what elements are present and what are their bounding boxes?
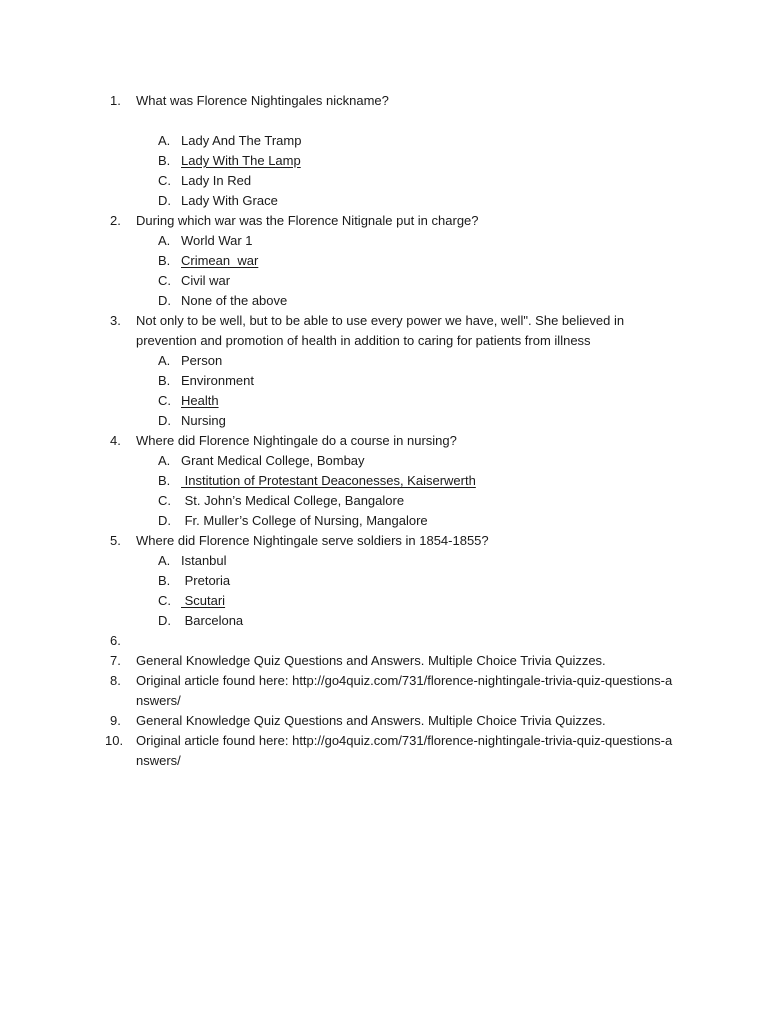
option-text: Grant Medical College, Bombay	[181, 453, 365, 468]
item-number: 10.	[105, 733, 124, 748]
option-text: Environment	[181, 373, 254, 388]
item-number: 8.	[110, 673, 121, 688]
option-letter: C.	[158, 393, 171, 408]
option-text: Nursing	[181, 413, 226, 428]
item-text: Original article found here: http://go4quiz.com/731/florence-nightingale-trivia-quiz-questions-answers/	[136, 673, 673, 708]
option-text: World War 1	[181, 233, 253, 248]
option-text: Person	[181, 353, 223, 368]
option-letter: D.	[158, 193, 171, 208]
question-text: Where did Florence Nightingale do a course in nursing?	[136, 433, 457, 448]
option-letter: C.	[158, 273, 171, 288]
option-text: None of the above	[181, 293, 288, 308]
question-number: 5.	[110, 533, 121, 548]
option-letter: B.	[158, 473, 171, 488]
option-text: St. John’s Medical College, Bangalore	[181, 493, 405, 508]
option-letter: D.	[158, 293, 171, 308]
option-letter: A.	[158, 353, 171, 368]
option-text: Pretoria	[181, 573, 231, 588]
question-number: 2.	[110, 213, 121, 228]
question-text: During which war was the Florence Nitignale put in charge?	[136, 213, 479, 228]
option-letter: A.	[158, 453, 171, 468]
option-text: Lady And The Tramp	[181, 133, 302, 148]
item-text: General Knowledge Quiz Questions and Answers. Multiple Choice Trivia Quizzes.	[136, 653, 606, 668]
question-number: 1.	[110, 93, 121, 108]
question-number: 3.	[110, 313, 121, 328]
question-number: 4.	[110, 433, 121, 448]
option-text-correct: Lady With The Lamp	[181, 153, 301, 168]
item-number: 7.	[110, 653, 121, 668]
option-letter: D.	[158, 613, 171, 628]
option-text: Lady With Grace	[181, 193, 278, 208]
option-text: Istanbul	[181, 553, 227, 568]
option-letter: A.	[158, 133, 171, 148]
option-text-correct: Scutari	[181, 593, 226, 608]
option-text: Barcelona	[181, 613, 244, 628]
item-text: General Knowledge Quiz Questions and Answers. Multiple Choice Trivia Quizzes.	[136, 713, 606, 728]
option-letter: B.	[158, 573, 171, 588]
option-letter: A.	[158, 233, 171, 248]
option-letter: C.	[158, 173, 171, 188]
item-text: Original article found here: http://go4quiz.com/731/florence-nightingale-trivia-quiz-questions-answers/	[136, 733, 673, 768]
option-letter: C.	[158, 493, 171, 508]
option-text: Civil war	[181, 273, 231, 288]
option-letter: D.	[158, 413, 171, 428]
option-letter: C.	[158, 593, 171, 608]
option-text: Lady In Red	[181, 173, 252, 188]
item-number: 6.	[110, 633, 121, 648]
option-letter: B.	[158, 373, 171, 388]
question-text: Not only to be well, but to be able to use every power we have, well". She believed in prevention and promotion of health in addition to caring for patients from illness	[136, 313, 625, 348]
option-letter: A.	[158, 553, 171, 568]
option-letter: B.	[158, 153, 171, 168]
item-number: 9.	[110, 713, 121, 728]
option-text-correct: Health	[181, 393, 219, 408]
option-text-correct: Crimean war	[181, 253, 259, 268]
question-text: What was Florence Nightingales nickname?	[136, 93, 389, 108]
option-text-correct: Institution of Protestant Deaconesses, Kaiserwerth	[181, 473, 476, 488]
option-letter: D.	[158, 513, 171, 528]
question-text: Where did Florence Nightingale serve soldiers in 1854-1855?	[136, 533, 489, 548]
option-letter: B.	[158, 253, 171, 268]
option-text: Fr. Muller’s College of Nursing, Mangalore	[181, 513, 428, 528]
